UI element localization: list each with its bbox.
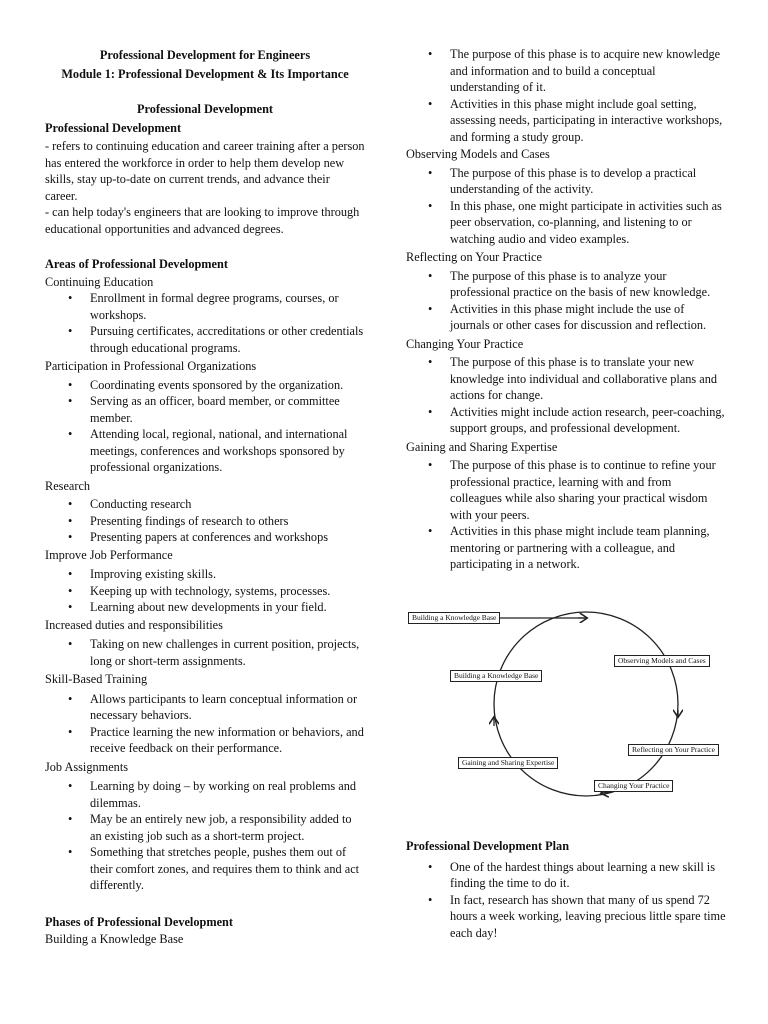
area-title: Improve Job Performance bbox=[45, 547, 173, 562]
area-title: Continuing Education bbox=[45, 274, 154, 289]
diagram-label-building-top: Building a Knowledge Base bbox=[408, 612, 500, 624]
list-item: • Serving as an officer, board member, or committee member. bbox=[90, 393, 365, 426]
list-item: • Learning about new developments in your field. bbox=[90, 599, 365, 616]
list-item: • Something that stretches people, pushes them out of their comfort zones, and requires them to think and act differently. bbox=[90, 844, 365, 894]
phase-list bbox=[406, 354, 726, 437]
cycle-diagram-lines bbox=[400, 598, 730, 818]
area-list bbox=[45, 566, 365, 616]
definition-paragraph: - refers to continuing education and career training after a person has entered the workforce in order to help them develop new skills, stay up-to-date on current trends, and advance their career. bbox=[45, 139, 365, 203]
list-item: • Keeping up with technology, systems, processes. bbox=[90, 583, 365, 600]
diagram-label-gaining: Gaining and Sharing Expertise bbox=[458, 757, 558, 769]
area-list bbox=[45, 290, 365, 356]
list-item: • Activities in this phase might include goal setting, assessing needs, participating in interactive workshops, and forming a study group. bbox=[450, 96, 726, 146]
diagram-label-changing: Changing Your Practice bbox=[594, 780, 673, 792]
list-item: • Coordinating events sponsored by the organization. bbox=[90, 377, 365, 394]
diagram-label-building: Building a Knowledge Base bbox=[450, 670, 542, 682]
area-list bbox=[45, 377, 365, 476]
phase-list bbox=[406, 46, 726, 145]
phase-title: Gaining and Sharing Expertise bbox=[406, 439, 558, 454]
area-list bbox=[45, 636, 365, 669]
area-list bbox=[45, 778, 365, 894]
list-item: • Presenting findings of research to others bbox=[90, 513, 365, 530]
area-list bbox=[45, 496, 365, 546]
phase-title: Changing Your Practice bbox=[406, 336, 524, 351]
area-list bbox=[45, 691, 365, 757]
right-column bbox=[406, 46, 726, 573]
module-title: Module 1: Professional Development & Its Importance bbox=[61, 66, 349, 81]
area-title: Increased duties and responsibilities bbox=[45, 617, 223, 632]
list-item: • In this phase, one might participate in activities such as peer observation, co-planning, and listening to or watching audio and video examples. bbox=[450, 198, 726, 248]
plan-section bbox=[406, 838, 726, 941]
area-title: Job Assignments bbox=[45, 759, 129, 774]
list-item: • The purpose of this phase is to acquire new knowledge and information and to build a conceptual understanding of it. bbox=[450, 46, 726, 96]
list-item: • Presenting papers at conferences and workshops bbox=[90, 529, 365, 546]
definition-heading: Professional Development bbox=[45, 120, 182, 135]
list-item: • One of the hardest things about learning a new skill is finding the time to do it. bbox=[450, 859, 726, 892]
phase-list bbox=[406, 457, 726, 573]
list-item: • Improving existing skills. bbox=[90, 566, 365, 583]
list-item: • Learning by doing – by working on real problems and dilemmas. bbox=[90, 778, 365, 811]
phase-list bbox=[406, 165, 726, 248]
list-item: • Activities in this phase might include the use of journals or other cases for discussion and reflection. bbox=[450, 301, 726, 334]
phases-heading: Phases of Professional Development bbox=[45, 914, 233, 929]
list-item: • The purpose of this phase is to analyze your professional practice on the basis of new knowledge. bbox=[450, 268, 726, 301]
list-item: • Enrollment in formal degree programs, courses, or workshops. bbox=[90, 290, 365, 323]
phase-title: Observing Models and Cases bbox=[406, 147, 550, 161]
area-title: Participation in Professional Organizations bbox=[45, 359, 257, 373]
list-item: • Pursuing certificates, accreditations or other credentials through educational programs. bbox=[90, 323, 365, 356]
diagram-label-reflecting: Reflecting on Your Practice bbox=[628, 744, 719, 756]
list-item: • The purpose of this phase is to develop a practical understanding of the activity. bbox=[450, 165, 726, 198]
list-item: • The purpose of this phase is to translate your new knowledge into individual and collaborative plans and actions for change. bbox=[450, 354, 726, 404]
phase-title: Reflecting on Your Practice bbox=[406, 250, 542, 264]
area-title: Skill-Based Training bbox=[45, 672, 148, 686]
list-item: • Activities might include action research, peer-coaching, support groups, and professional development. bbox=[450, 404, 726, 437]
area-title: Research bbox=[45, 478, 91, 493]
list-item: • The purpose of this phase is to continue to refine your professional practice, learning with and from colleagues while also sharing your practical wisdom with your peers. bbox=[450, 457, 726, 523]
phase-list bbox=[406, 268, 726, 334]
list-item: • Allows participants to learn conceptual information or necessary behaviors. bbox=[90, 691, 365, 724]
list-item: • Activities in this phase might include team planning, mentoring or partnering with a colleague, and participating in a network. bbox=[450, 523, 726, 573]
list-item: • Taking on new challenges in current position, projects, long or short-term assignments. bbox=[90, 636, 365, 669]
left-column bbox=[45, 47, 365, 948]
areas-heading: Areas of Professional Development bbox=[45, 257, 228, 271]
list-item: • May be an entirely new job, a responsibility added to an existing job such as a short-term project. bbox=[90, 811, 365, 844]
list-item: • Attending local, regional, national, and international meetings, conferences and workshops sponsored by professional organizations. bbox=[90, 426, 365, 476]
section-title: Professional Development bbox=[136, 102, 274, 116]
list-item: • Conducting research bbox=[90, 496, 365, 513]
plan-heading: Professional Development Plan bbox=[406, 839, 570, 853]
plan-list bbox=[406, 859, 726, 942]
diagram-label-observing: Observing Models and Cases bbox=[614, 655, 710, 667]
document-title: Professional Development for Engineers bbox=[99, 48, 311, 62]
definition-paragraph: - can help today's engineers that are looking to improve through educational opportunities and advanced degrees. bbox=[45, 205, 360, 236]
phases-cycle-diagram bbox=[400, 598, 730, 818]
list-item: • Practice learning the new information or behaviors, and receive feedback on their performance. bbox=[90, 724, 365, 757]
list-item: • In fact, research has shown that many of us spend 72 hours a week working, leaving precious little spare time each day! bbox=[450, 892, 726, 942]
phase-title: Building a Knowledge Base bbox=[45, 932, 184, 946]
